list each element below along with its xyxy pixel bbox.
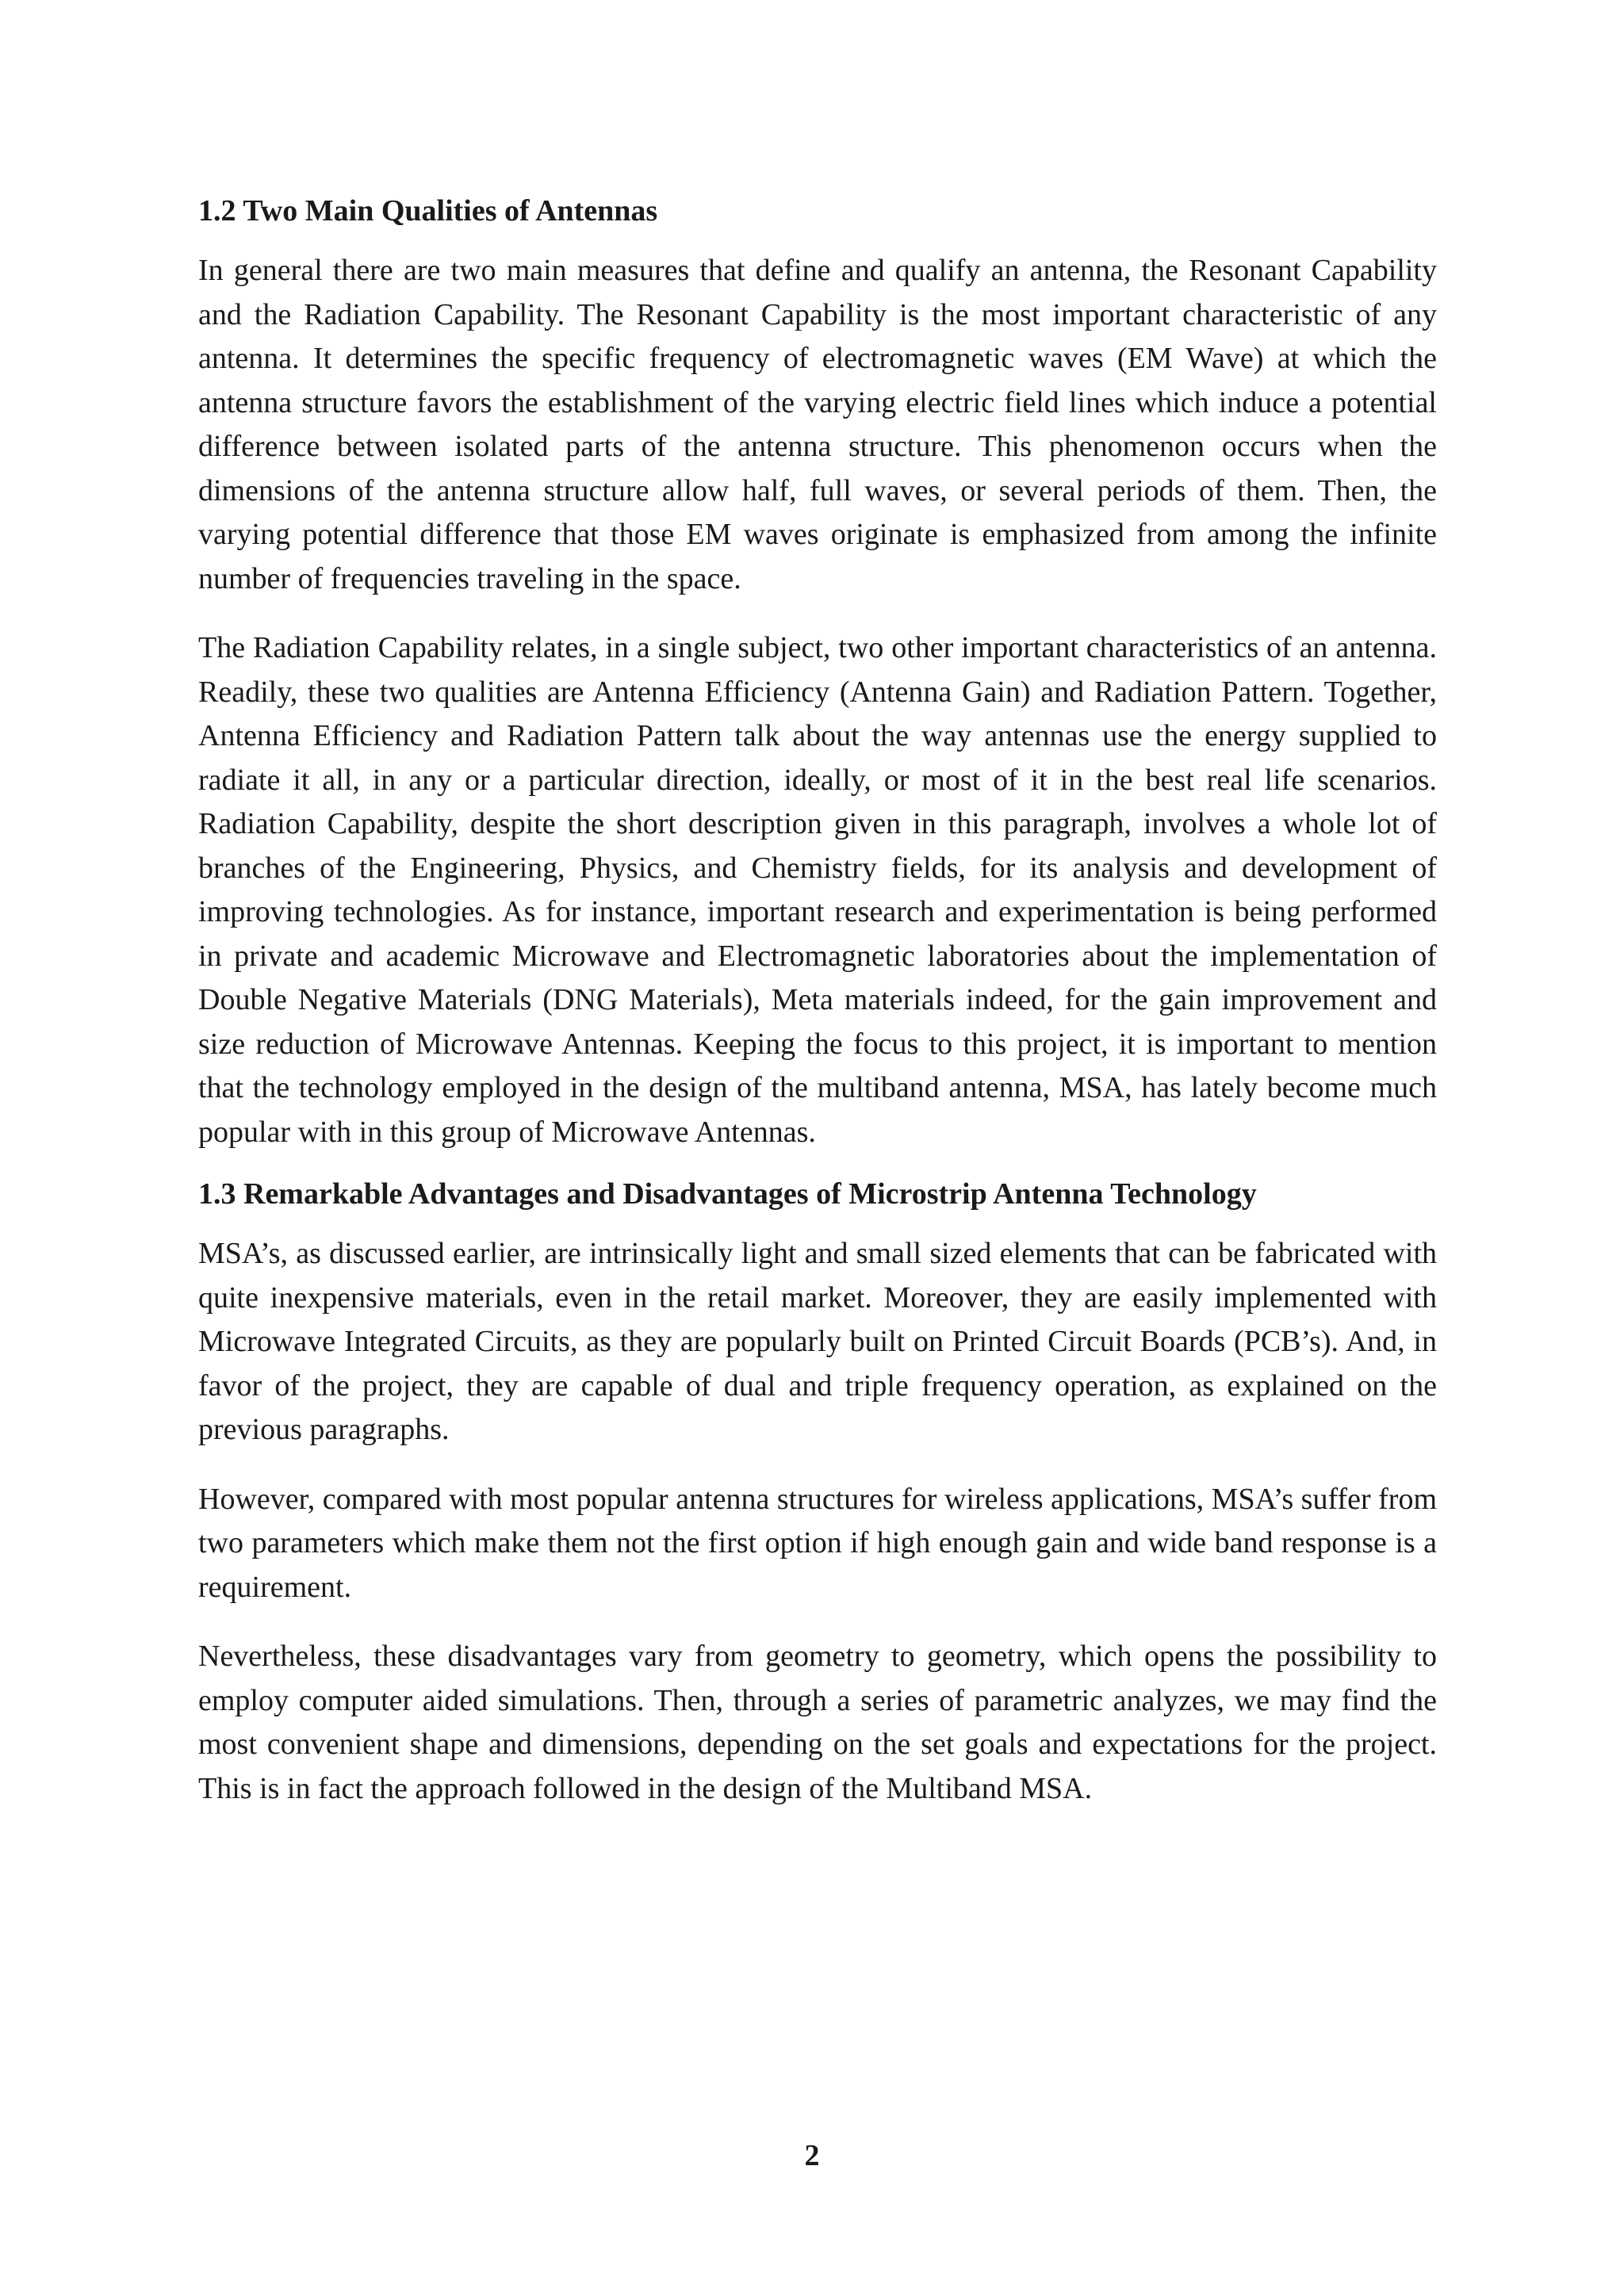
paragraph-msa-disadvantages: However, compared with most popular antenna structures for wireless applications, MSA’s suffer from two parameters which make them not the first option if high enough gain and wide band response is a requirement. — [198, 1482, 1437, 1604]
paragraph-radiation-capability: The Radiation Capability relates, in a single subject, two other important characteristics of an antenna. Readily, these two qualities are Antenna Efficiency (Antenna Gain) and Radiation Pattern. Together, Antenna Efficiency and Radiation Pattern talk about the way antennas use the energy supplied to radiate it all, in any or a particular direction, ideally, or most of it in the best real life scenarios. Radiation Capability, despite the short description given in this paragraph, involves a whole lot of branches of the Engineering, Physics, and Chemistry fields, for its analysis and development of improving technologies. As for instance, important research and experimentation is being performed in private and academic Microwave and Electromagnetic laboratories about the implementation of Double Negative Materials (DNG Materials), Meta materials indeed, for the gain improvement and size reduction of Microwave Antennas. Keeping the focus to this project, it is important to mention that the technology employed in the design of the multiband antenna, MSA, has lately become much popular with in this group of Microwave Antennas. — [198, 631, 1437, 1149]
section-heading-1-2: 1.2 Two Main Qualities of Antennas — [198, 194, 658, 228]
paragraph-resonant-capability: In general there are two main measures that define and qualify an antenna, the Resonant Capability and the Radiation Capability. The Resonant Capability is the most important characteristic of any antenna. It determines the specific frequency of electromagnetic waves (EM Wave) at which the antenna structure favors the establishment of the varying electric field lines which induce a potential difference between isolated parts of the antenna structure. This phenomenon occurs when the dimensions of the antenna structure allow half, full waves, or several periods of them. Then, the varying potential difference that those EM waves originate is emphasized from among the infinite number of frequencies traveling in the space. — [198, 254, 1437, 595]
paragraph-geometry-simulations: Nevertheless, these disadvantages vary from geometry to geometry, which opens the possibility to employ computer aided simulations. Then, through a series of parametric analyzes, we may find the most convenient shape and dimensions, depending on the set goals and expectations for the project. This is in fact the approach followed in the design of the Multiband MSA. — [198, 1640, 1437, 1805]
page-content — [198, 189, 1437, 1836]
paragraph-msa-advantages: MSA’s, as discussed earlier, are intrinsically light and small sized elements that can be fabricated with quite inexpensive materials, even in the retail market. Moreover, they are easily implemented with Microwave Integrated Circuits, as they are popularly built on Printed Circuit Boards (PCB’s). And, in favor of the project, they are capable of dual and triple frequency operation, as explained on the previous paragraphs. — [198, 1237, 1437, 1446]
page-number: 2 — [804, 2139, 820, 2172]
section-heading-1-3: 1.3 Remarkable Advantages and Disadvantages of Microstrip Antenna Technology — [198, 1177, 1257, 1211]
